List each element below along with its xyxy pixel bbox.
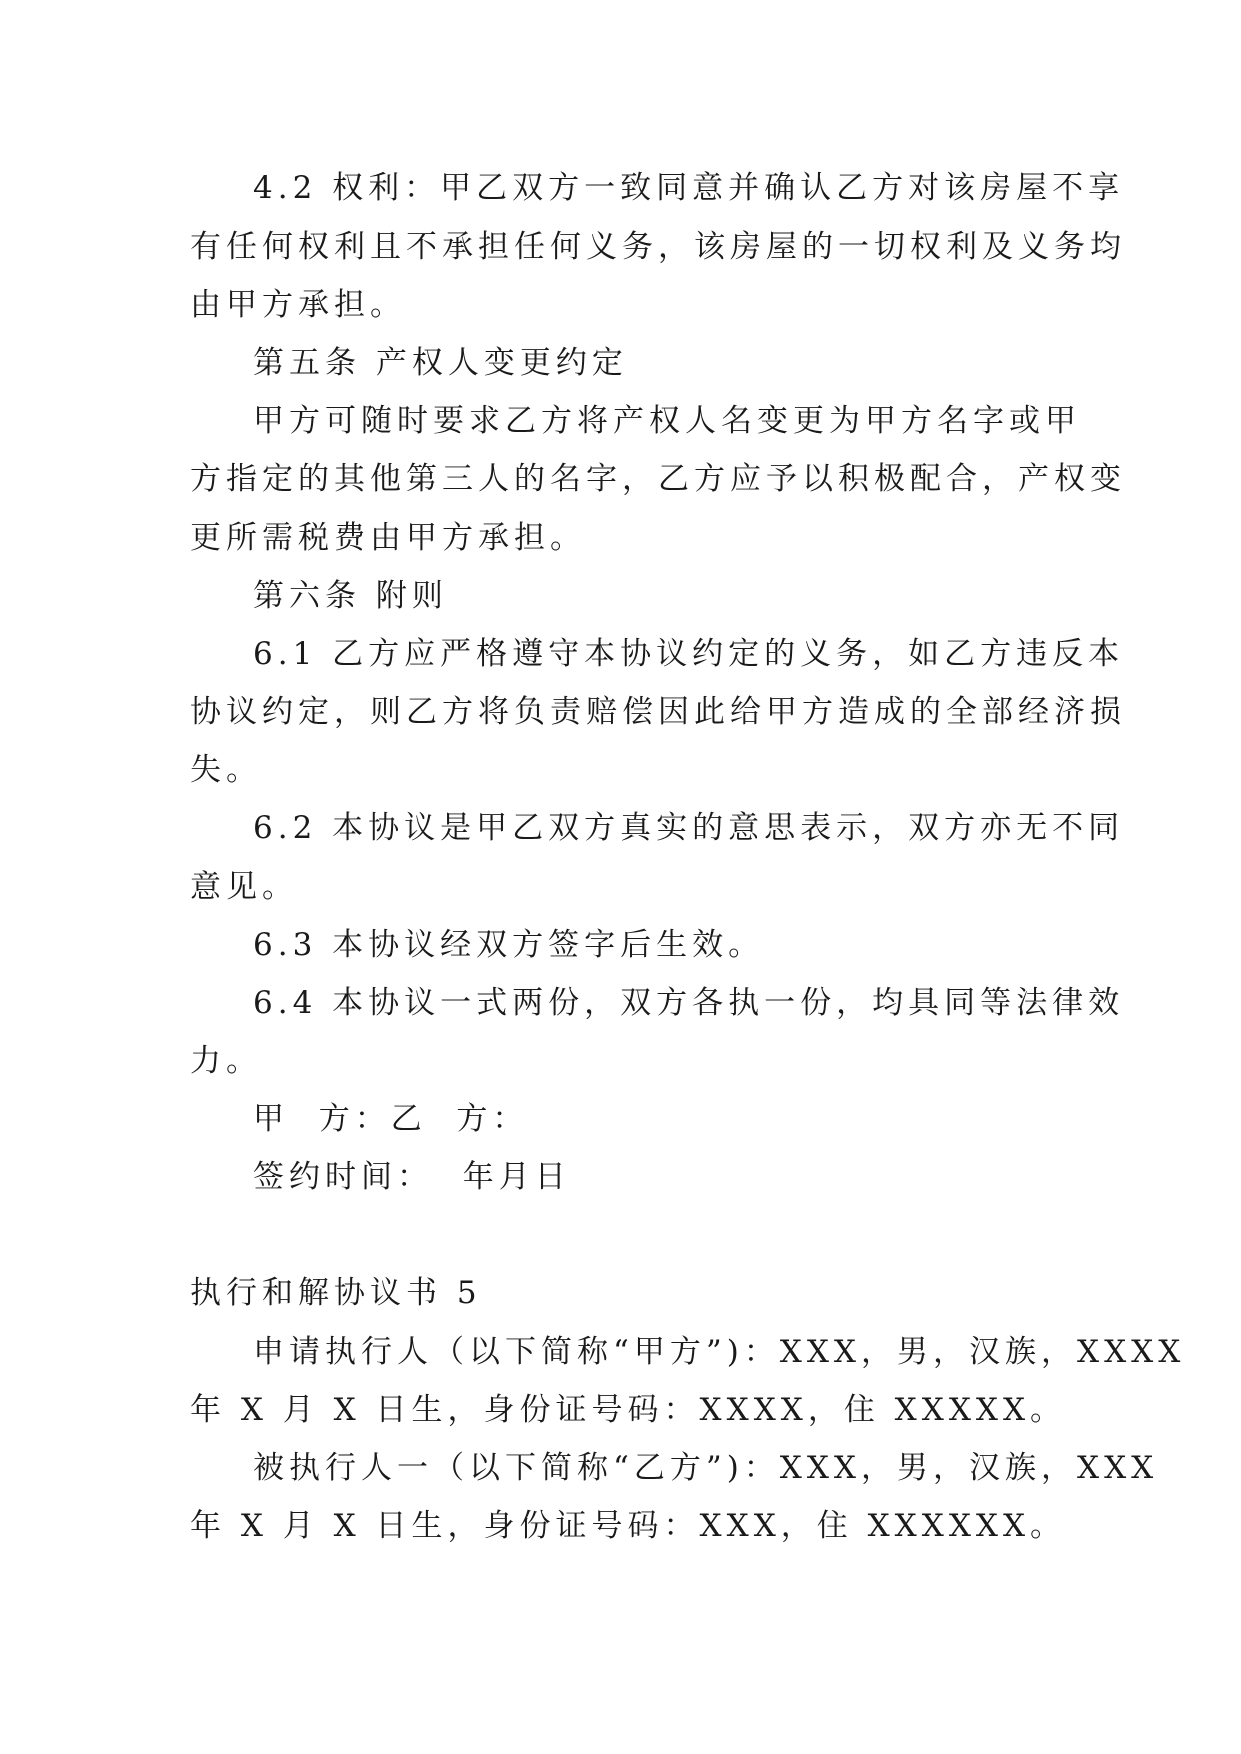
- paragraph-line: 更所需税费由甲方承担。: [190, 520, 586, 556]
- section-heading: 第六条 附则: [253, 578, 448, 614]
- paragraph-line: 6.1 乙方应严格遵守本协议约定的义务，如乙方违反本: [253, 636, 1125, 672]
- paragraph-line: 协议约定，则乙方将负责赔偿因此给甲方造成的全部经济损: [190, 694, 1126, 730]
- paragraph-line: 6.3 本协议经双方签字后生效。: [253, 927, 765, 963]
- signature-parties: 甲 方：乙 方：: [253, 1101, 529, 1137]
- paragraph-line: 6.4 本协议一式两份，双方各执一份，均具同等法律效: [253, 985, 1125, 1021]
- paragraph-line: 被执行人一（以下简称“乙方”)：XXX，男，汉族，XXX: [253, 1450, 1159, 1486]
- paragraph-line: 有任何权利且不承担任何义务，该房屋的一切权利及义务均: [190, 229, 1126, 265]
- paragraph-line: 意见。: [190, 869, 298, 905]
- section-heading: 第五条 产权人变更约定: [253, 345, 628, 381]
- document-title: 执行和解协议书 5: [190, 1275, 482, 1311]
- signing-date: 签约时间： 年月日: [253, 1159, 571, 1195]
- paragraph-line: 失。: [190, 752, 262, 788]
- paragraph-line: 年 X 月 X 日生，身份证号码：XXX，住 XXXXXX。: [190, 1508, 1067, 1544]
- paragraph-line: 由甲方承担。: [190, 287, 406, 323]
- paragraph-line: 力。: [190, 1043, 262, 1079]
- paragraph-line: 年 X 月 X 日生，身份证号码：XXXX，住 XXXXX。: [190, 1392, 1067, 1428]
- paragraph-line: 申请执行人（以下简称“甲方”)：XXX，男，汉族，XXXX: [253, 1334, 1186, 1370]
- paragraph-line: 6.2 本协议是甲乙双方真实的意思表示，双方亦无不同: [253, 810, 1125, 846]
- paragraph-line: 甲方可随时要求乙方将产权人名变更为甲方名字或甲: [253, 403, 1081, 439]
- paragraph-line: 4.2 权利：甲乙双方一致同意并确认乙方对该房屋不享: [253, 170, 1125, 206]
- paragraph-line: 方指定的其他第三人的名字，乙方应予以积极配合，产权变: [190, 461, 1126, 497]
